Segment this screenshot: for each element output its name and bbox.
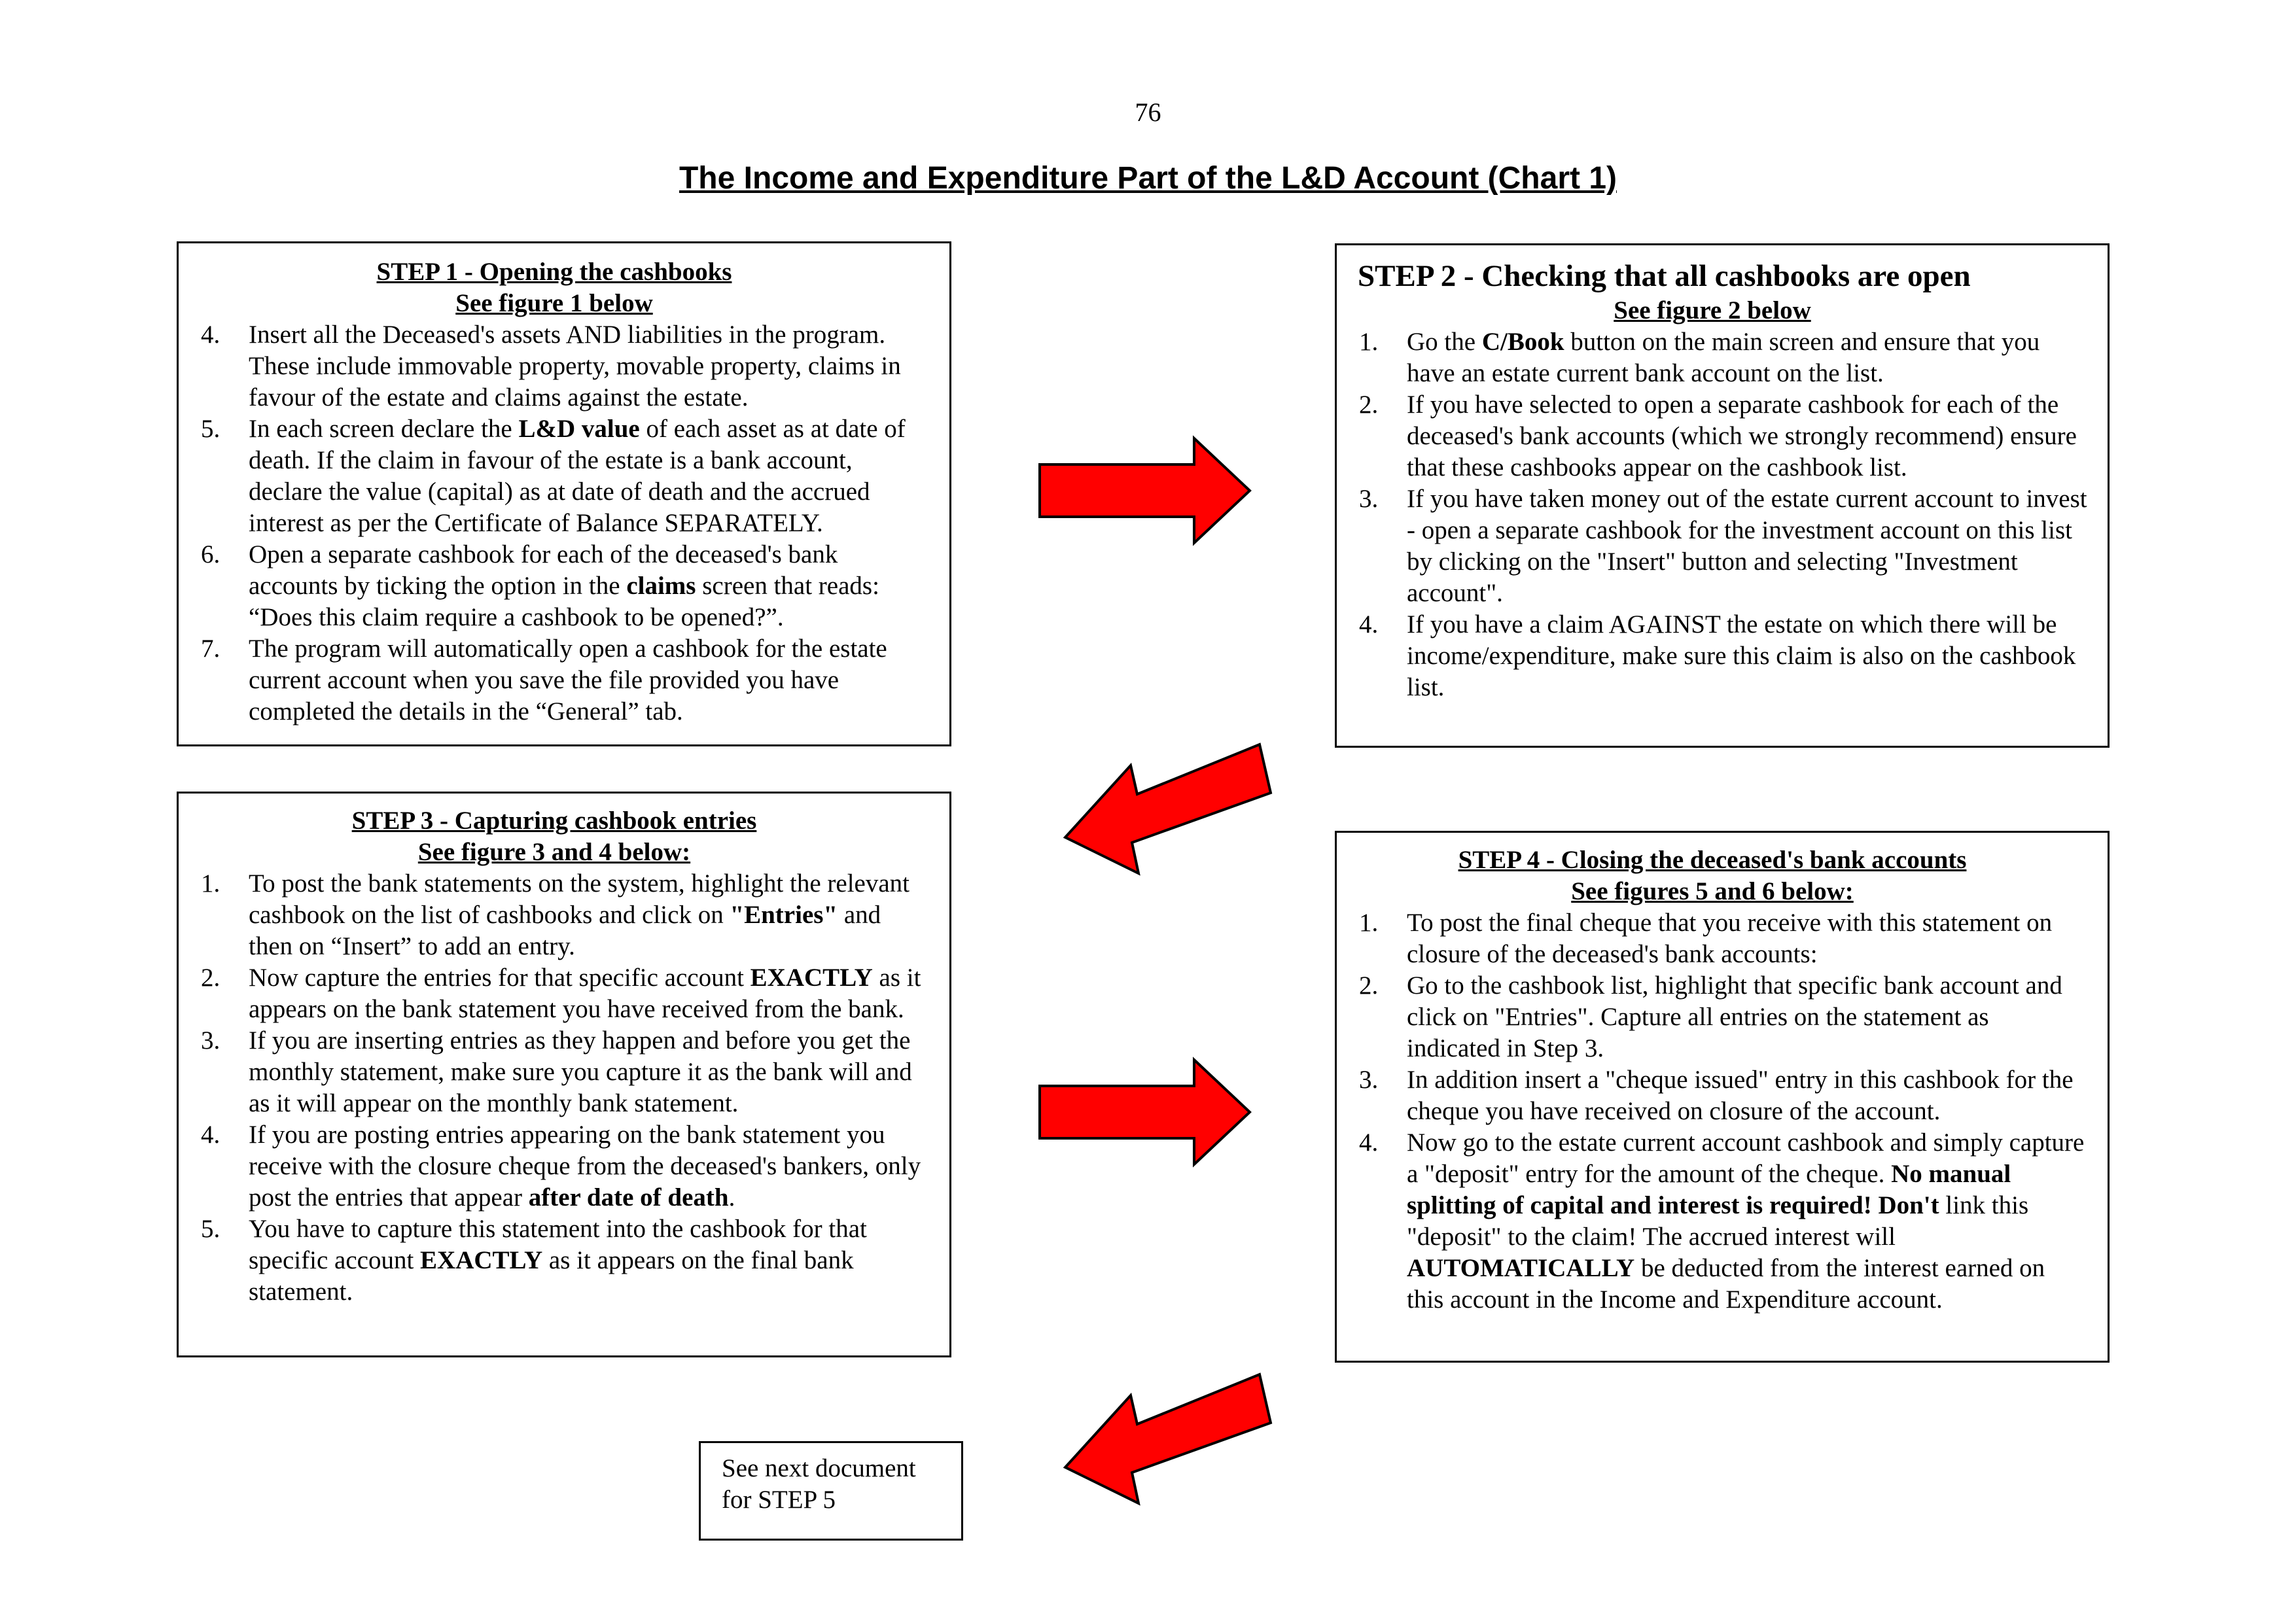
list-item-text: If you are posting entries appearing on the bank statement you receive with the closure cheque from the deceased's bankers, only post the entries that appear — [249, 1121, 921, 1212]
step3-list — [179, 868, 930, 1308]
list-item-number: 5. — [201, 415, 221, 443]
list-item — [179, 413, 930, 539]
list-item — [179, 319, 930, 413]
list-item-emphasis: C/Book — [1481, 328, 1564, 356]
step3-title: STEP 3 - Capturing cashbook entries — [351, 807, 757, 835]
list-item — [1337, 1127, 2088, 1316]
list-item-number: 4. — [1359, 610, 1379, 638]
list-item-number: 2. — [201, 964, 221, 992]
step4-title: STEP 4 - Closing the deceased's bank accounts — [1458, 846, 1967, 874]
list-item-text: If you have taken money out of the estate current account to invest - open a separate cashbook for the investment account on this list by clicking on the "Insert" button and selecting "Investment account". — [1407, 485, 2087, 607]
step4-box — [1335, 831, 2110, 1363]
next-note-line1: See next document — [722, 1454, 916, 1482]
step1-list — [179, 319, 930, 727]
list-item-emphasis: AUTOMATICALLY — [1407, 1254, 1635, 1282]
arrow-down-left-icon — [1060, 1369, 1276, 1513]
list-item-number: 5. — [201, 1215, 221, 1243]
list-item-text: To post the bank statements on the system, highlight the relevant cashbook on the list of cashbooks and click on — [249, 869, 910, 929]
list-item — [1337, 389, 2088, 483]
list-item-number: 4. — [201, 321, 221, 349]
list-item — [179, 962, 930, 1025]
list-item-text: Go to the cashbook list, highlight that specific bank account and click on "Entries". Capture all entries on the statement as indicated in Step 3. — [1407, 971, 2062, 1062]
list-item-emphasis: after date of death — [528, 1183, 729, 1212]
step2-list — [1337, 326, 2088, 703]
list-item — [1337, 326, 2088, 389]
list-item — [179, 868, 930, 962]
arrow-right-icon — [1037, 1056, 1253, 1168]
list-item-emphasis: claims — [626, 572, 696, 600]
step3-box — [177, 792, 951, 1357]
list-item-text: If you have selected to open a separate cashbook for each of the deceased's bank accounts (which we strongly recommend) ensure that these cashbooks appear on the cashbook list. — [1407, 391, 2077, 481]
list-item-number: 3. — [1359, 1066, 1379, 1094]
list-item-number: 1. — [1359, 328, 1379, 356]
list-item-text: In addition insert a "cheque issued" entry in this cashbook for the cheque you have received on closure of the account. — [1407, 1066, 2074, 1125]
list-item-text: link this "deposit" to the claim! The accrued interest will — [1407, 1191, 2029, 1251]
list-item-text: screen that reads: “Does this claim require a cashbook to be opened?”. — [249, 572, 879, 631]
list-item — [1337, 483, 2088, 609]
list-item-text: of each asset as at date of death. If the claim in favour of the estate is a bank account, declare the value (capital) as at date of death and the accrued interest as per the Certificate of Balance SEPARATELY. — [249, 415, 906, 537]
list-item-emphasis: EXACTLY — [750, 964, 873, 992]
step1-title: STEP 1 - Opening the cashbooks — [376, 258, 732, 286]
list-item-emphasis: EXACTLY — [420, 1246, 543, 1274]
list-item — [179, 1025, 930, 1119]
next-note-line2: for STEP 5 — [722, 1486, 836, 1514]
list-item-emphasis: No manual splitting of capital and interest is required! Don't — [1407, 1160, 2011, 1219]
list-item-number: 2. — [1359, 391, 1379, 419]
list-item-text: To post the final cheque that you receive with this statement on closure of the deceased's bank accounts: — [1407, 909, 2053, 968]
list-item-number: 3. — [201, 1026, 221, 1055]
list-item — [1337, 907, 2088, 970]
list-item-number: 6. — [201, 540, 221, 568]
list-item-text: . — [728, 1183, 735, 1212]
list-item — [179, 1213, 930, 1308]
step1-box — [177, 241, 951, 746]
list-item — [1337, 970, 2088, 1064]
list-item-text: In each screen declare the — [249, 415, 519, 443]
step2-title: STEP 2 - Checking that all cashbooks are open — [1358, 259, 1971, 293]
list-item-text: The program will automatically open a cashbook for the estate current account when you save the file provided you have completed the details in the “General” tab. — [249, 635, 887, 725]
step3-subtitle: See figure 3 and 4 below: — [417, 838, 691, 866]
list-item-text: and then on “Insert” to add an entry. — [249, 901, 881, 960]
step4-subtitle: See figures 5 and 6 below: — [1571, 877, 1854, 905]
page-title: The Income and Expenditure Part of the L&D Account (Chart 1) — [679, 161, 1617, 196]
list-item-text: button on the main screen and ensure that you have an estate current bank account on the list. — [1407, 328, 2040, 387]
list-item-number: 7. — [201, 635, 221, 663]
arrow-down-left-icon — [1060, 739, 1276, 883]
list-item-emphasis: L&D value — [518, 415, 640, 443]
list-item — [179, 633, 930, 727]
list-item-text: If you have a claim AGAINST the estate on which there will be income/expenditure, make sure this claim is also on the cashbook list. — [1407, 610, 2076, 701]
list-item-number: 4. — [1359, 1128, 1379, 1157]
list-item-text: Open a separate cashbook for each of the deceased's bank accounts by ticking the option in the — [249, 540, 838, 600]
list-item — [179, 1119, 930, 1213]
arrow-right-icon — [1037, 435, 1253, 546]
list-item-number: 4. — [201, 1121, 221, 1149]
list-item-number: 3. — [1359, 485, 1379, 513]
list-item-text: be deducted from the interest earned on this account in the Income and Expenditure account. — [1407, 1254, 2045, 1314]
list-item — [1337, 609, 2088, 703]
list-item-text: You have to capture this statement into the cashbook for that specific account — [249, 1215, 867, 1274]
step2-box — [1335, 243, 2110, 748]
list-item-number: 1. — [201, 869, 221, 898]
step4-list — [1337, 907, 2088, 1316]
step1-subtitle: See figure 1 below — [455, 289, 653, 317]
list-item-text: Insert all the Deceased's assets AND liabilities in the program. These include immovable property, movable property, claims in favour of the estate and claims against the estate. — [249, 321, 901, 411]
list-item-emphasis: "Entries" — [730, 901, 838, 929]
list-item-text: as it appears on the bank statement you have received from the bank. — [249, 964, 921, 1023]
list-item-number: 1. — [1359, 909, 1379, 937]
list-item — [179, 539, 930, 633]
page-number: 76 — [1135, 97, 1161, 127]
list-item-text: as it appears on the final bank statement. — [249, 1246, 854, 1306]
list-item-text: Now capture the entries for that specific account — [249, 964, 751, 992]
list-item-text: Now go to the estate current account cashbook and simply capture a "deposit" entry for the amount of the cheque. — [1407, 1128, 2085, 1188]
step2-subtitle: See figure 2 below — [1614, 296, 1811, 324]
list-item — [1337, 1064, 2088, 1127]
list-item-number: 2. — [1359, 971, 1379, 1000]
next-document-note — [699, 1441, 963, 1541]
list-item-text: Go the — [1407, 328, 1482, 356]
list-item-text: If you are inserting entries as they happen and before you get the monthly statement, make sure you capture it as the bank will and as it will appear on the monthly bank statement. — [249, 1026, 912, 1117]
